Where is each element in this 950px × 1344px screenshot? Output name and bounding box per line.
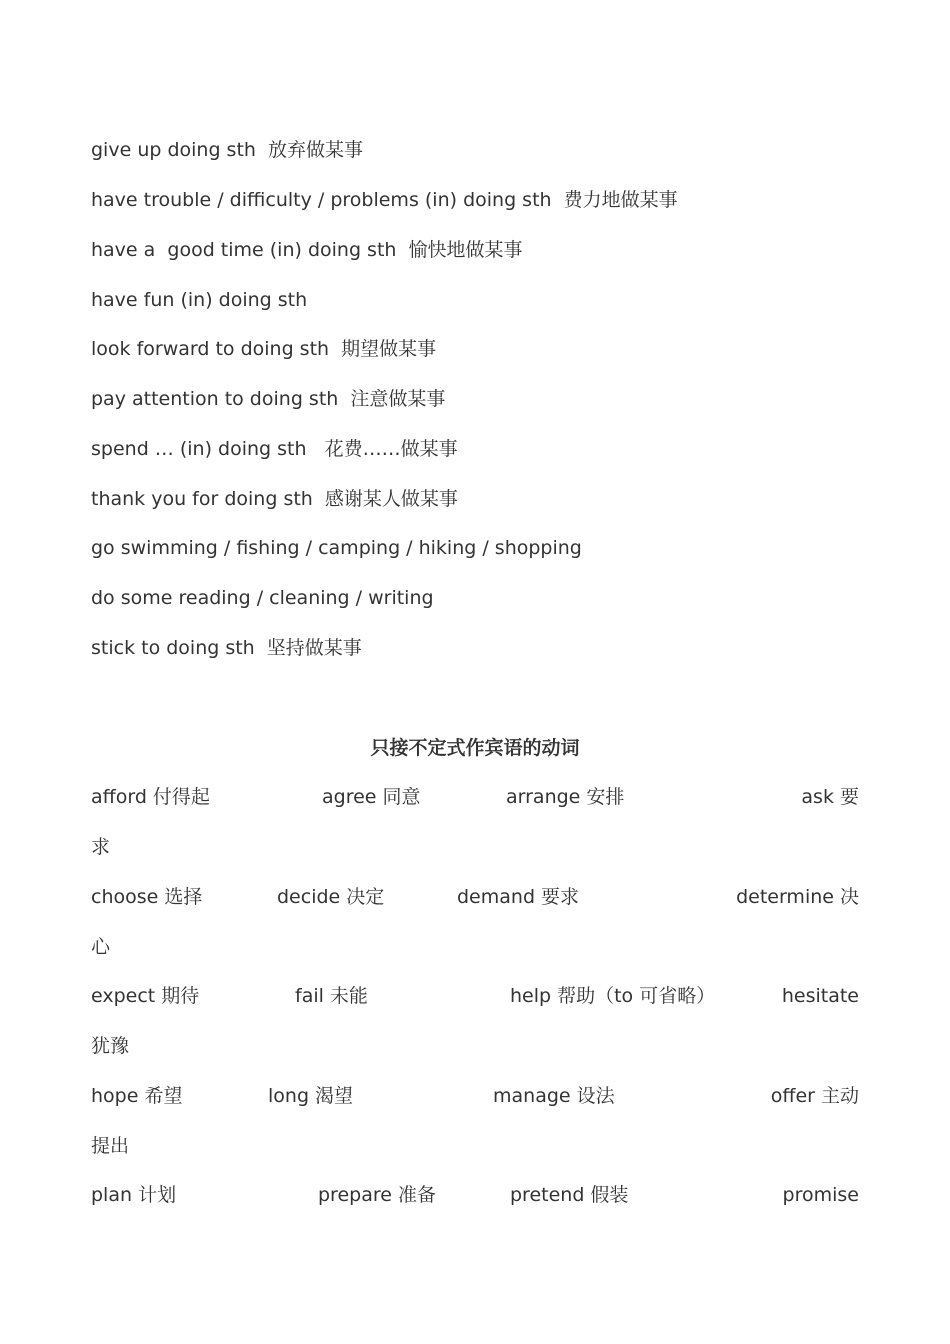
- verb-cell: offer 主动: [770, 1085, 859, 1107]
- verb-cell-wrap: 犹豫: [91, 1035, 130, 1057]
- verb-cell: help 帮助（to 可省略）: [510, 985, 716, 1007]
- verb-cell: arrange 安排: [506, 786, 625, 808]
- verb-cell: expect 期待: [91, 985, 200, 1007]
- verb-cell: long 渴望: [268, 1085, 354, 1107]
- verb-cell: hesitate: [781, 985, 859, 1007]
- section-title: 只接不定式作宾语的动词: [370, 737, 580, 759]
- verb-cell: hope 希望: [91, 1085, 183, 1107]
- verb-cell: determine 决: [736, 886, 859, 908]
- verb-cell: demand 要求: [457, 886, 580, 908]
- phrase-line: spend … (in) doing sth 花费……做某事: [91, 438, 458, 460]
- phrase-line: have fun (in) doing sth: [91, 289, 308, 311]
- verb-cell: prepare 准备: [318, 1184, 436, 1206]
- verb-cell-wrap: 求: [91, 836, 111, 858]
- verb-cell: fail 未能: [295, 985, 368, 1007]
- verb-cell: plan 计划: [91, 1184, 177, 1206]
- phrase-line: go swimming / fishing / camping / hiking / shopping: [91, 537, 582, 559]
- verb-cell-wrap: 心: [91, 936, 111, 958]
- verb-cell: ask 要: [801, 786, 859, 808]
- verb-cell: agree 同意: [322, 786, 421, 808]
- phrase-line: pay attention to doing sth 注意做某事: [91, 388, 446, 410]
- verb-cell: decide 决定: [277, 886, 385, 908]
- verb-cell: afford 付得起: [91, 786, 210, 808]
- verb-cell: pretend 假装: [510, 1184, 629, 1206]
- verb-cell: choose 选择: [91, 886, 203, 908]
- phrase-line: thank you for doing sth 感谢某人做某事: [91, 488, 458, 510]
- phrase-line: have trouble / difficulty / problems (in) doing sth 费力地做某事: [91, 189, 678, 211]
- phrase-line: do some reading / cleaning / writing: [91, 587, 434, 609]
- verb-cell: promise: [782, 1184, 859, 1206]
- phrase-line: stick to doing sth 坚持做某事: [91, 637, 362, 659]
- verb-cell: manage 设法: [493, 1085, 615, 1107]
- phrase-line: give up doing sth 放弃做某事: [91, 139, 364, 161]
- phrase-line: look forward to doing sth 期望做某事: [91, 338, 437, 360]
- phrase-line: have a good time (in) doing sth 愉快地做某事: [91, 239, 523, 261]
- verb-cell-wrap: 提出: [91, 1135, 130, 1157]
